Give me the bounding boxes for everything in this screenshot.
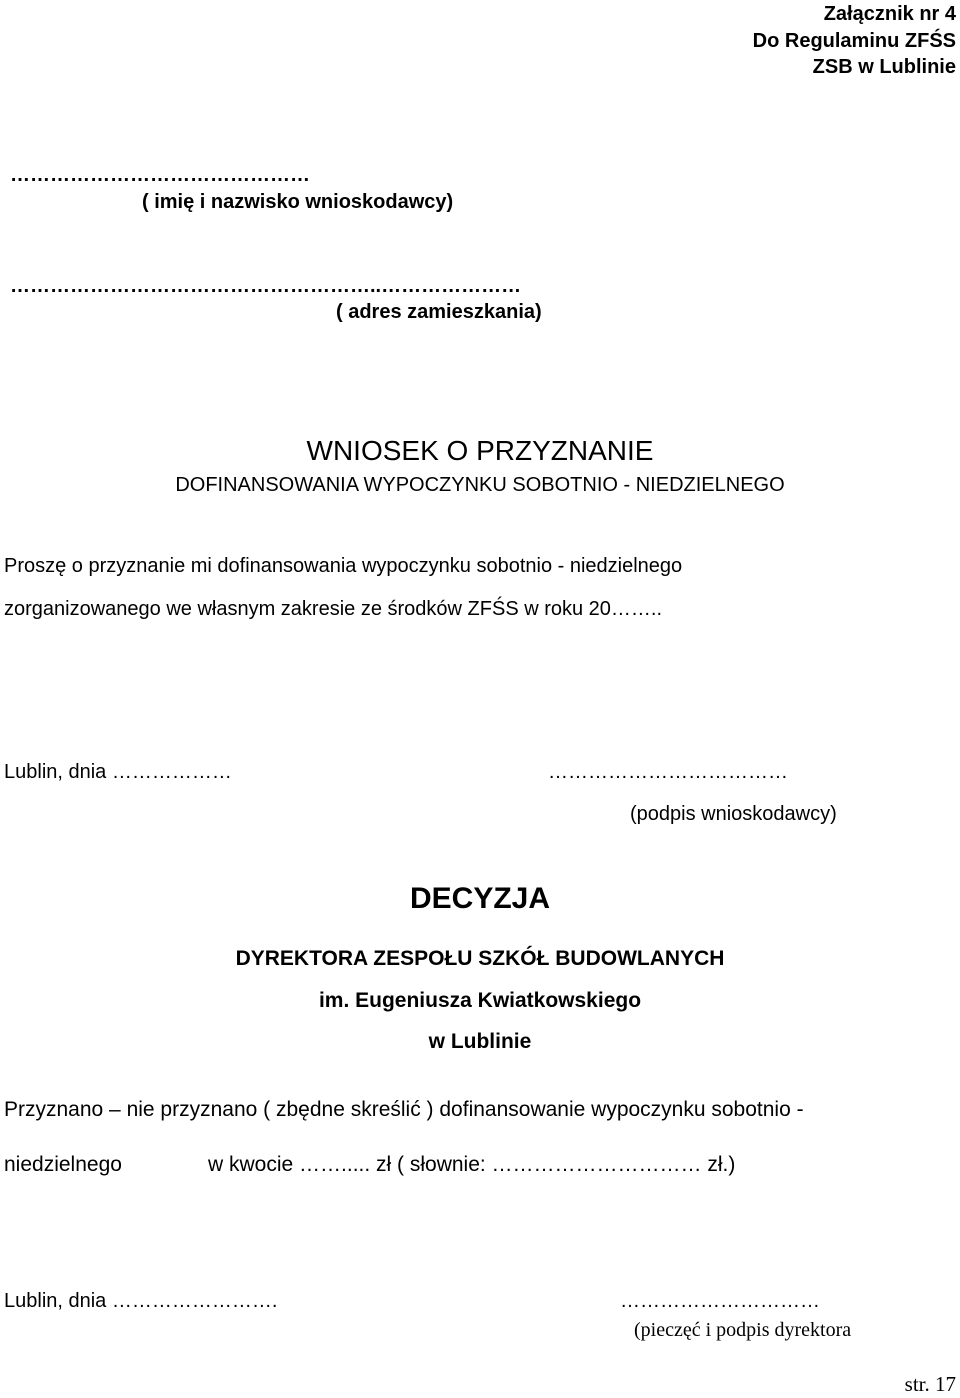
decision-director-line: DYREKTORA ZESPOŁU SZKÓŁ BUDOWLANYCH — [235, 947, 725, 970]
page-number: str. 17 — [904, 1372, 956, 1396]
applicant-address-field[interactable]: ………………………………………………..………………… — [10, 275, 522, 297]
director-signature-field[interactable]: ………………………… — [620, 1290, 820, 1312]
decision-school-patron-line: im. Eugeniusza Kwiatkowskiego — [318, 989, 642, 1012]
applicant-signature-caption: (podpis wnioskodawcy) — [630, 803, 837, 825]
applicant-name-field[interactable]: ……………………………………… — [10, 164, 310, 186]
regulation-reference: Do Regulaminu ZFŚS — [752, 30, 956, 52]
document-subtitle: DOFINANSOWANIA WYPOCZYNKU SOBOTNIO - NIEDZIELNEGO — [175, 474, 785, 496]
decision-text-line-2-start: niedzielnego — [4, 1153, 122, 1176]
document-title: WNIOSEK O PRZYZNANIE — [306, 435, 654, 466]
director-place-date[interactable]: Lublin, dnia ……………………. — [4, 1290, 278, 1312]
school-reference: ZSB w Lublinie — [812, 56, 956, 78]
decision-text-line-1: Przyznano – nie przyznano ( zbędne skreślić ) dofinansowanie wypoczynku sobotnio - — [4, 1098, 804, 1121]
request-text-line-2: zorganizowanego we własnym zakresie ze środków ZFŚS w roku 20…….. — [4, 598, 663, 620]
attachment-number: Załącznik nr 4 — [823, 3, 956, 25]
applicant-signature-field[interactable]: ……………………………… — [548, 761, 788, 783]
request-text-line-1: Proszę o przyznanie mi dofinansowania wypoczynku sobotnio - niedzielnego — [4, 555, 683, 577]
director-signature-caption: (pieczęć i podpis dyrektora — [634, 1319, 852, 1341]
applicant-place-date[interactable]: Lublin, dnia ……………… — [4, 761, 232, 783]
applicant-address-caption: ( adres zamieszkania) — [336, 301, 542, 323]
applicant-name-caption: ( imię i nazwisko wnioskodawcy) — [142, 191, 454, 213]
decision-city-line: w Lublinie — [428, 1030, 532, 1053]
decision-title: DECYZJA — [409, 882, 551, 915]
decision-amount-field[interactable]: w kwocie ……..... zł ( słownie: ………………………… zł.) — [208, 1153, 736, 1176]
